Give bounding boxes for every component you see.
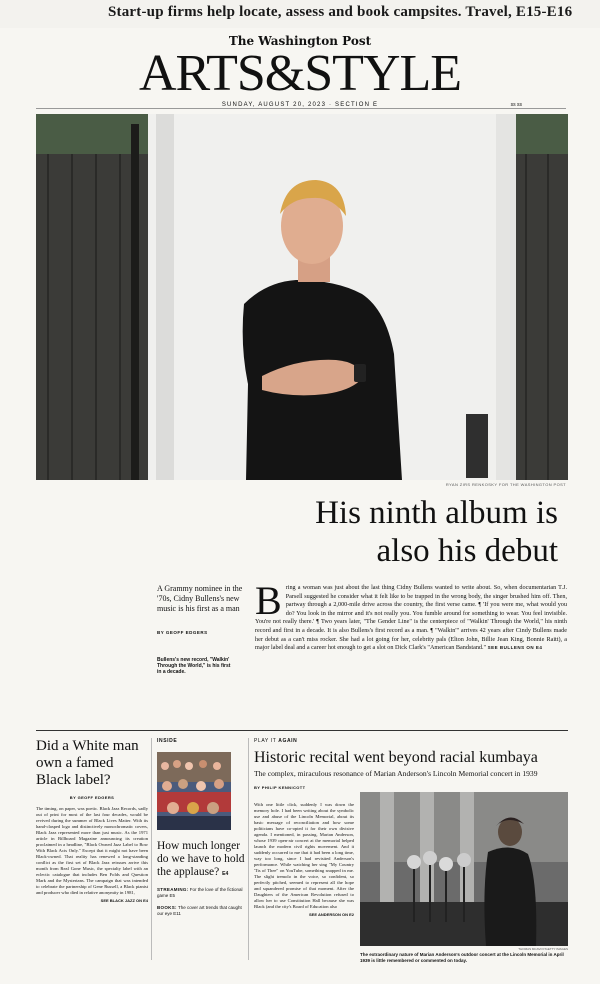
kicker-bold: AGAIN	[278, 738, 298, 744]
item-label: BOOKS:	[157, 905, 177, 910]
recital-photo-caption: The extraordinary nature of Marian Anderson's outdoor concert at the Lincoln Memorial in April 1939 is little remembered or commented on today.	[360, 952, 564, 963]
teaser-text: Start-up firms help locate, assess and book campsites. Travel, E15-E16	[108, 4, 573, 20]
left-story-headline[interactable]: Did a White man own a famed Black label?	[36, 738, 139, 788]
masthead	[0, 28, 600, 112]
headline-line-1: His ninth album is	[315, 495, 558, 531]
page-code: ss ss	[510, 102, 522, 108]
photo-credit: RYAN ZIRS RENKOSKY FOR THE WASHINGTON POST	[445, 482, 566, 487]
audience-image	[157, 752, 231, 830]
newspaper-name: The Washington Post	[228, 34, 372, 48]
inside-headline[interactable]	[157, 840, 245, 881]
main-headline[interactable]	[198, 494, 558, 570]
drop-cap: B	[255, 578, 282, 623]
recital-headline[interactable]: Historic recital went beyond racial kumbaya	[254, 749, 538, 766]
inside-item-streaming[interactable]	[157, 887, 245, 899]
recital-story	[254, 738, 568, 963]
item-label: STREAMING:	[157, 887, 189, 892]
top-teaser-strip	[0, 0, 600, 28]
left-story-body: The timing, on paper, was poetic. Black Jazz Records, sadly out of print for most of the last four decades, would be revived during the summer of Black Lives Matter. With its hand-clasped logo and distinctively monochromatic covers, Black Jazz represented more than just music. As the 1971 article in Billboard Magazine announcing its creation proclaimed in a headline, "Black Owned Jazz Label to Bow With Black Acts Only." Except that it might not have been Black-owned. That reality has renewed a long-standing conflict as the first set of Black Jazz reissues arrive this month from Real Gone Music, the specialty label with an eclectic catalogue that includes Ben Folds and Question Mark and the Mysterians. The campaign that was intended to celebrate the partnership of Gene Russell, a Black pianist and producer who died in relative anonymity in 1981,	[36, 806, 148, 895]
item-text: The cover art trends that caught our eye E11	[157, 905, 242, 916]
story-deck: A Grammy nominee in the '70s, Cidny Bullens's new music is his first as a man	[157, 584, 243, 613]
dateline: SUNDAY, AUGUST 20, 2023 · SECTION E	[221, 102, 379, 108]
recital-byline: BY PHILIP KENNICOTT	[254, 785, 306, 790]
story-lede	[255, 578, 567, 653]
recital-photo-credit: THOMAS MCAVOY/GETTY IMAGES	[518, 947, 568, 951]
photo-caption: Bullens's new record, "Walkin' Through the World," is his first in a decade.	[157, 657, 231, 675]
lead-photo-image	[36, 114, 568, 480]
inside-thumbnail	[157, 752, 231, 830]
recital-body-text: With one little click, suddenly I was down the memory hole. I had been writing about the symbolic use and abuse of the Lincoln Memorial, about its basic message of reconciliation and how some politicians have co-opted it for their own divisive agenda. I mentioned, in passing, Marian Anderson, whose 1939 open-air concert at the memorial helped launch the modern civil rights movement. And it suddenly occurred to me that it had been a long time, way too long, since I had revisited Anderson's performance. While watching her sing "My Country 'Tis of Thee" on YouTube, something snapped in me. The slight tremolo in the voice, so confident, so perfectly pitched, seemed to represent all the hope and squandered promise of that moment. After the Daughters of the American Revolution refused to allow her to use Constitution Hall because she was Black (and the city's Board of Education also	[254, 802, 354, 909]
lede-text: ring a woman was just about the last thing Cidny Bullens wanted to write about. So, when documentarian T.J. Parsell suggested he consider what it felt like to be trapped in the wrong body, the singer brushed him off. Then, partway through a 2,000-mile drive across the country, the first verse came. ¶ 'If you were me, what would you do? You look in the mirror and it's not really you. You fumble around for something to wear. You feel invisible. You're not really there.' ¶ Two years later, "The Gender Line" is the centerpiece of "Walkin' Through the World," his ninth record and first in a decade. It is also Bullens's first record as a man. ¶ "Walkin'" arrives 42 years after Cindy Bullens made her debut as a can't miss rocker. She had a lot going for her, celebrity pals (Elton John, Billie Jean King, Bonnie Raitt), a major label deal and a career hot enough to get a slot on Dick Clark's "American Bandstand."	[255, 584, 567, 652]
left-story-byline: BY GEOFF EDGERS	[69, 795, 115, 800]
inside-label: INSIDE	[157, 738, 178, 744]
recital-subhead: The complex, miraculous resonance of Marian Anderson's Lincoln Memorial concert in 1939	[254, 769, 538, 778]
left-story	[36, 738, 148, 903]
story-jump-link[interactable]: SEE BULLENS ON E4	[487, 645, 543, 651]
recital-photo	[360, 792, 568, 946]
headline-line-2: also his debut	[376, 533, 558, 569]
story-byline: BY GEOFF EDGERS	[157, 630, 208, 635]
concert-photo-image	[360, 792, 568, 946]
kicker-prefix: PLAY IT	[254, 738, 279, 744]
section-title: ARTS&STYLE	[138, 45, 461, 102]
column-rule	[151, 738, 152, 960]
inside-box	[157, 738, 245, 917]
left-story-jump[interactable]: SEE BLACK JAZZ ON E4	[100, 898, 148, 903]
inside-headline-text: How much longer do we have to hold the applause?	[157, 840, 245, 878]
column-rule	[248, 738, 249, 960]
item-text: For the love of the fictional game E5	[157, 887, 243, 898]
masthead-rule	[36, 108, 566, 109]
recital-kicker	[254, 738, 568, 744]
inside-item-books[interactable]	[157, 905, 245, 917]
recital-jump[interactable]: SEE ANDERSON ON E2	[309, 912, 354, 917]
section-divider	[36, 730, 568, 731]
recital-body	[254, 802, 354, 918]
inside-page: E4	[222, 871, 229, 877]
lead-photo	[36, 114, 568, 480]
